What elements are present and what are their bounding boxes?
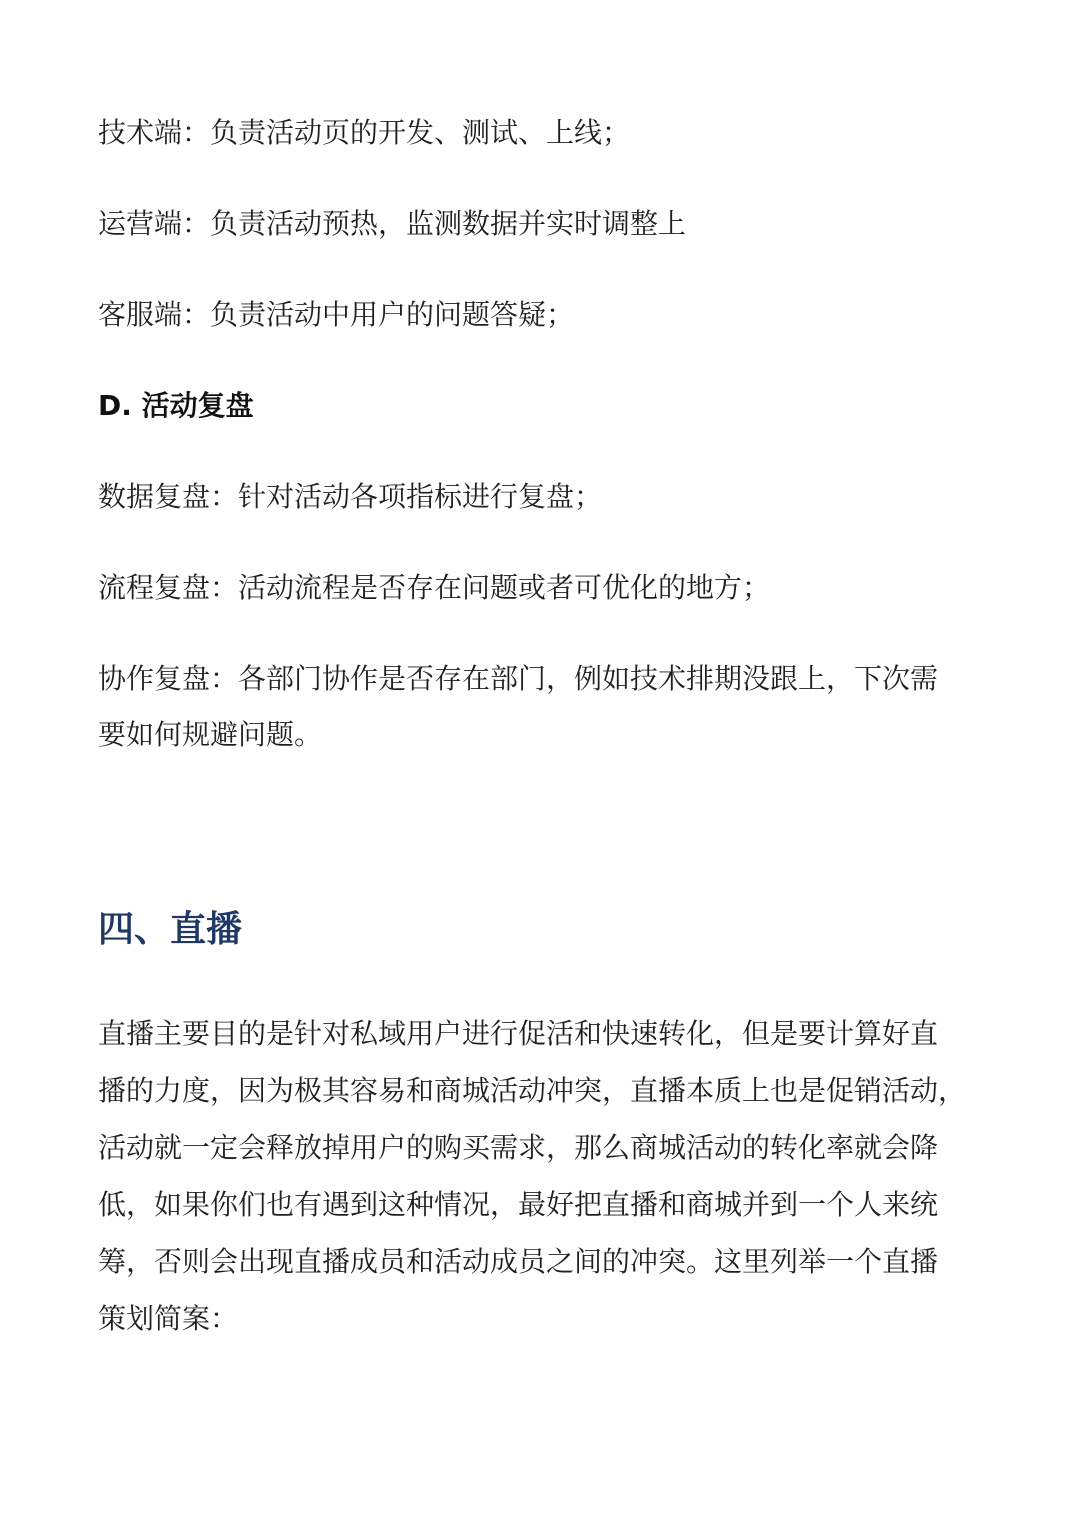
section-title: 四、直播 [98,909,243,950]
section-paragraph-line: 筹，否则会出现直播成员和活动成员之间的冲突。这里列举一个直播 [98,1245,939,1278]
section-paragraph-line: 播的力度，因为极其容易和商城活动冲突，直播本质上也是促销活动， [98,1074,967,1107]
section-paragraph-line: 活动就一定会释放掉用户的购买需求，那么商城活动的转化率就会降 [98,1131,939,1164]
review-item-collab-line2: 要如何规避问题。 [98,718,323,751]
review-item-collab-line1: 协作复盘：各部门协作是否存在部门，例如技术排期没跟上，下次需 [98,662,939,695]
section-paragraph-line: 策划简案： [98,1302,239,1335]
execution-item-ops: 运营端：负责活动预热，监测数据并实时调整上 [98,207,687,240]
execution-item-tech: 技术端：负责活动页的开发、测试、上线； [98,116,631,149]
review-item-process: 流程复盘：活动流程是否存在问题或者可优化的地方； [98,571,771,604]
review-item-data: 数据复盘：针对活动各项指标进行复盘； [98,480,603,513]
section-paragraph-line: 直播主要目的是针对私域用户进行促活和快速转化，但是要计算好直 [98,1017,939,1050]
execution-item-support: 客服端：负责活动中用户的问题答疑； [98,298,575,331]
review-heading: D. 活动复盘 [98,389,254,422]
section-paragraph-line: 低，如果你们也有遇到这种情况，最好把直播和商城并到一个人来统 [98,1188,939,1221]
